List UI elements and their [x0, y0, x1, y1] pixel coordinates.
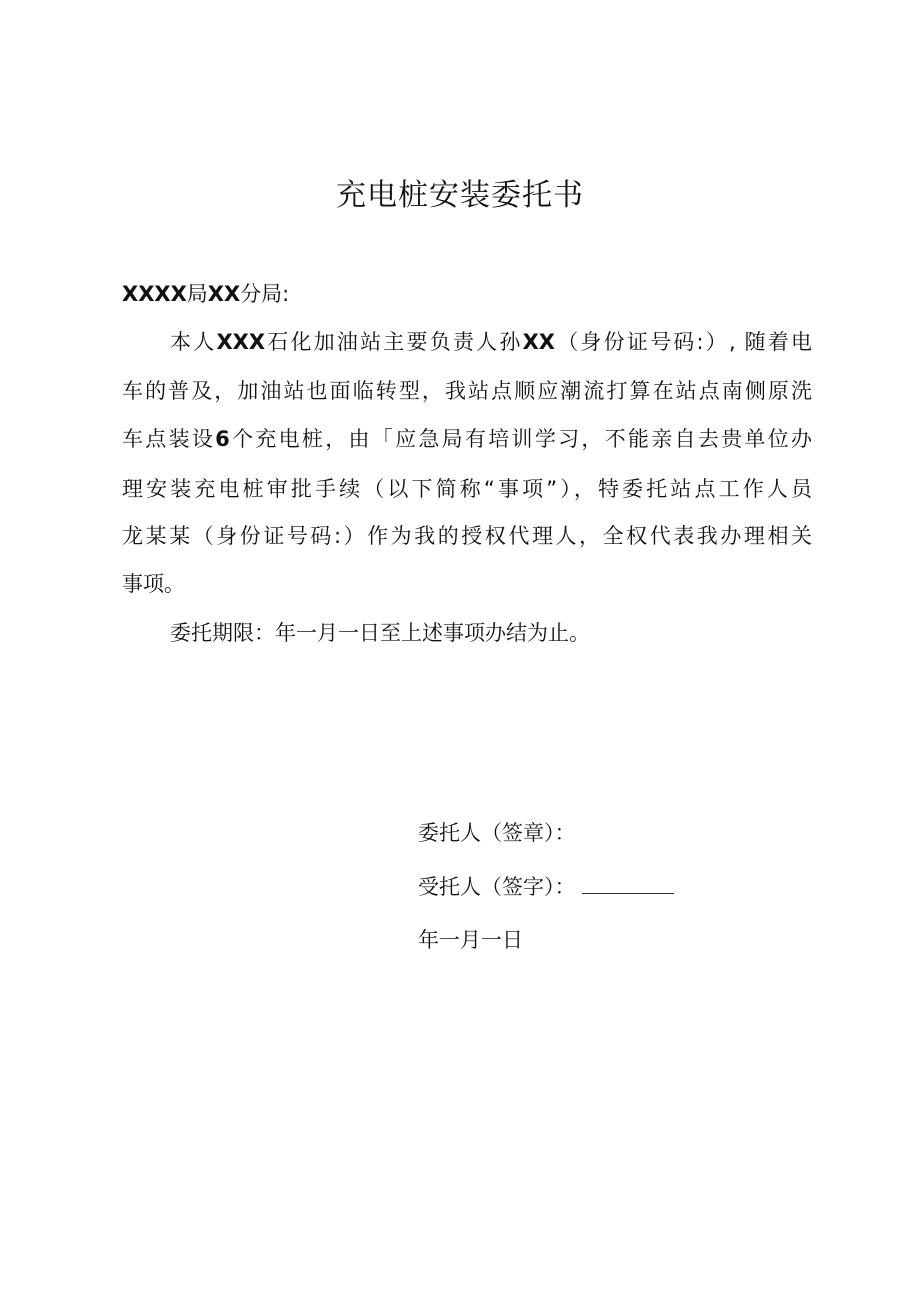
body-line-1-post: （身份证号码:）, 随着电	[555, 330, 813, 354]
body-line-3-pre: 车点装设	[122, 427, 216, 451]
salutation-org-code-1: XXXX	[122, 282, 187, 306]
body-line-1	[170, 327, 812, 357]
salutation-org-code-2: XX	[207, 282, 241, 306]
salutation	[122, 280, 289, 308]
signature-date: 年一月一日	[418, 928, 523, 952]
body-line-3-num: 6	[215, 427, 230, 451]
body-line-1-code-2: XX	[522, 330, 555, 354]
document-title: 充电桩安装委托书	[336, 178, 584, 213]
body-line-2: 车的普及，加油站也面临转型，我站点顺应潮流打算在站点南侧原洗	[122, 379, 812, 403]
salutation-org-word-2: 分局:	[240, 282, 290, 306]
body-line-1-code-1: XXX	[216, 330, 266, 354]
body-line-3	[122, 424, 812, 454]
body-line-4: 理安装充电桩审批手续（以下简称“事项”），特委托站点工作人员	[122, 477, 812, 501]
body-line-3-post: 个充电桩，由「应急局有培训学习，不能亲自去贵单位办	[229, 427, 812, 451]
agent-signature-label: 受托人（签字）：	[418, 875, 576, 899]
agent-signature-blank-line[interactable]	[582, 869, 674, 894]
principal-signature: 委托人（签章）：	[418, 821, 576, 845]
body-line-1-pre: 本人	[170, 330, 217, 354]
body-line-1-mid: 石化加油站主要负责人孙	[265, 330, 523, 354]
body-line-6: 事项。	[122, 572, 185, 596]
body-line-5: 龙某某（身份证号码:）作为我的授权代理人，全权代表我办理相关	[122, 524, 812, 548]
salutation-org-word-1: 局	[186, 282, 208, 306]
agent-signature	[418, 869, 674, 902]
body-line-7-term: 委托期限：年一月一日至上述事项办结为止。	[170, 621, 590, 645]
